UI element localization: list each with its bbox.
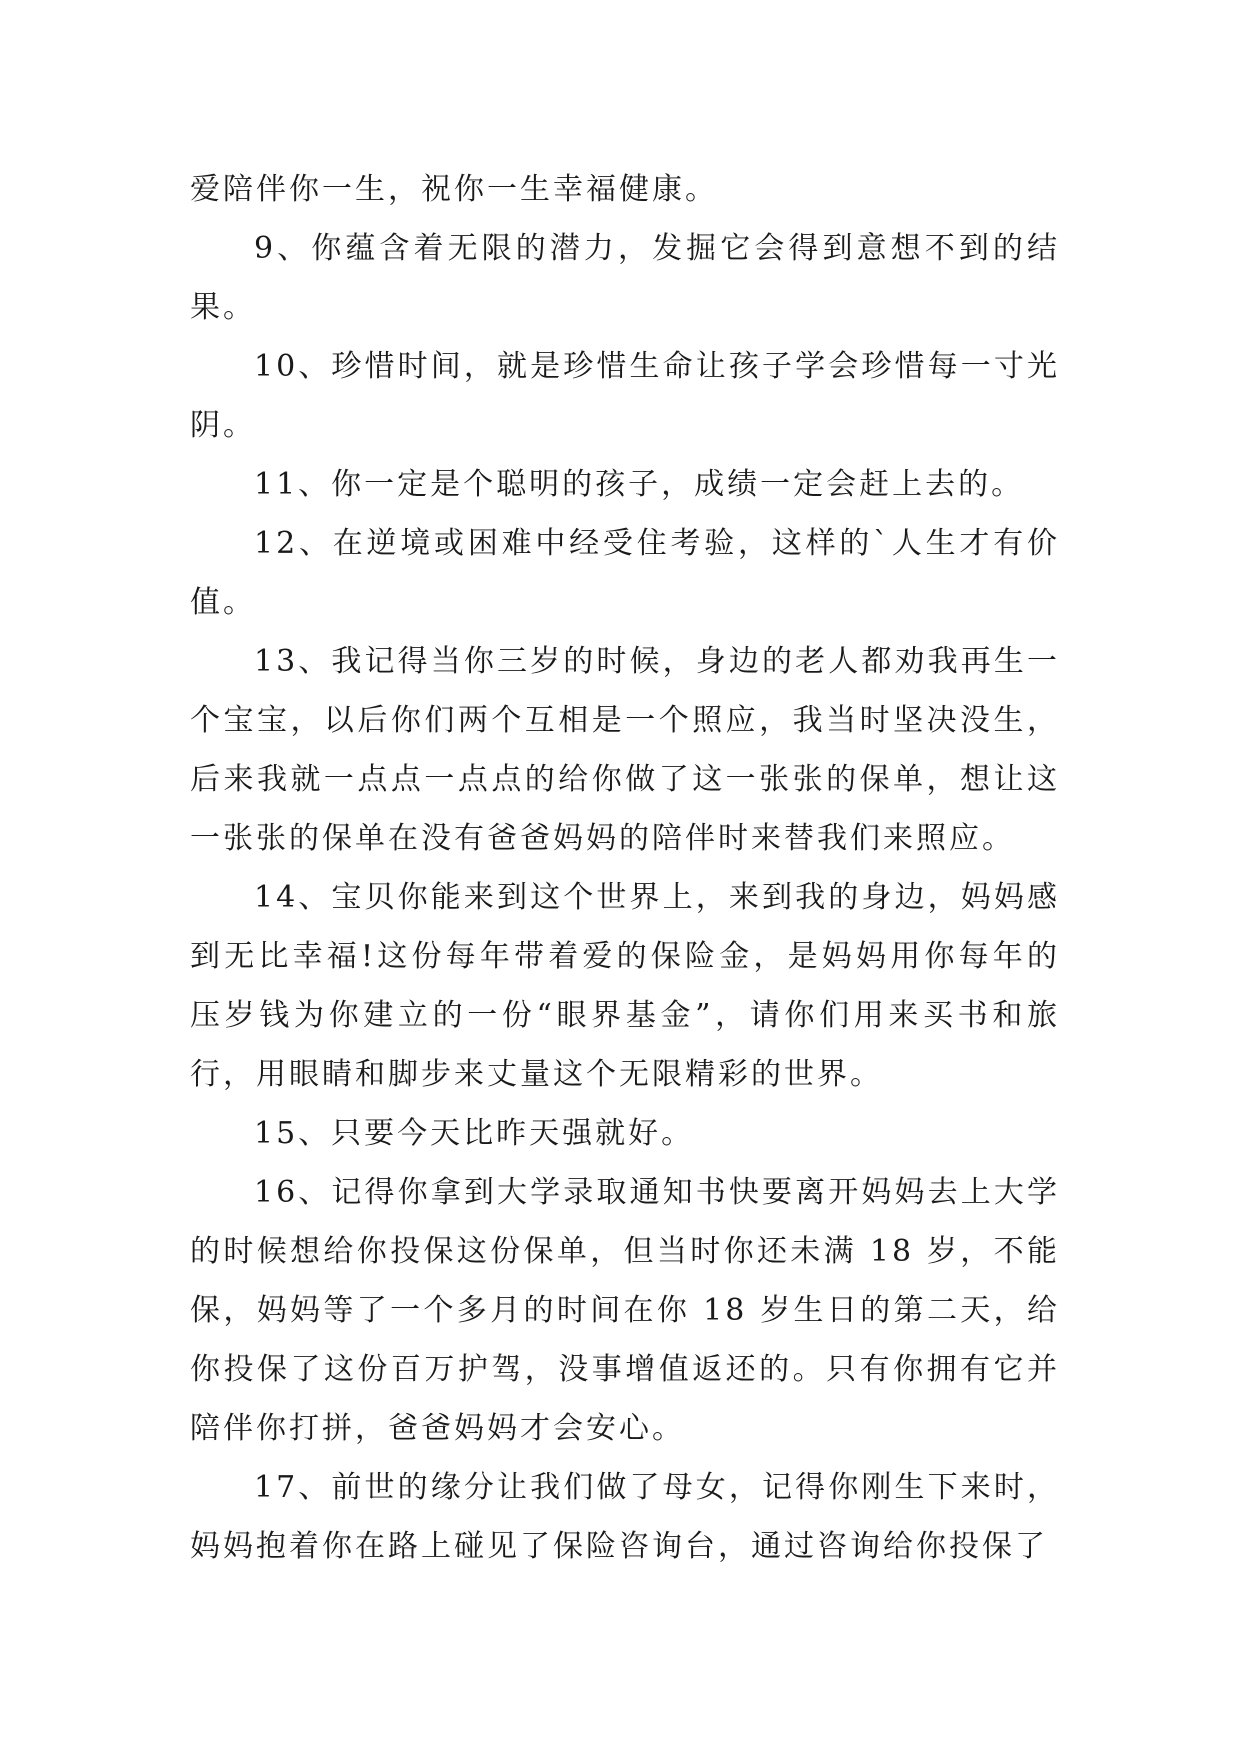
- paragraph-item-14: 14、宝贝你能来到这个世界上，来到我的身边，妈妈感到无比幸福!这份每年带着爱的保险金，是妈妈用你每年的压岁钱为你建立的一份“眼界基金”，请你们用来买书和旅行，用眼睛和脚步来丈量这个无限精彩的世界。: [190, 880, 1060, 1092]
- paragraph-continuation: 爱陪伴你一生，祝你一生幸福健康。: [190, 172, 718, 207]
- document-body: [190, 160, 1060, 1576]
- paragraph-item-9: 9、你蕴含着无限的潜力，发掘它会得到意想不到的结果。: [190, 231, 1060, 325]
- paragraph-item-17: 17、前世的缘分让我们做了母女，记得你刚生下来时，妈妈抱着你在路上碰见了保险咨询台，通过咨询给你投保了: [190, 1470, 1060, 1564]
- paragraph-item-15: 15、只要今天比昨天强就好。: [254, 1116, 695, 1151]
- paragraph-item-13: 13、我记得当你三岁的时候，身边的老人都劝我再生一个宝宝，以后你们两个互相是一个照应，我当时坚决没生，后来我就一点点一点点的给你做了这一张张的保单，想让这一张张的保单在没有爸爸妈妈的陪伴时来替我们来照应。: [190, 644, 1060, 856]
- paragraph-item-16: 16、记得你拿到大学录取通知书快要离开妈妈去上大学的时候想给你投保这份保单，但当时你还未满 18 岁，不能保，妈妈等了一个多月的时间在你 18 岁生日的第二天，给你投保了这份百万护驾，没事增值返还的。只有你拥有它并陪伴你打拼，爸爸妈妈才会安心。: [190, 1175, 1060, 1446]
- paragraph-item-11: 11、你一定是个聪明的孩子，成绩一定会赶上去的。: [254, 467, 1025, 502]
- paragraph-item-10: 10、珍惜时间，就是珍惜生命让孩子学会珍惜每一寸光阴。: [190, 349, 1060, 443]
- paragraph-item-12: 12、在逆境或困难中经受住考验，这样的`人生才有价值。: [190, 526, 1060, 620]
